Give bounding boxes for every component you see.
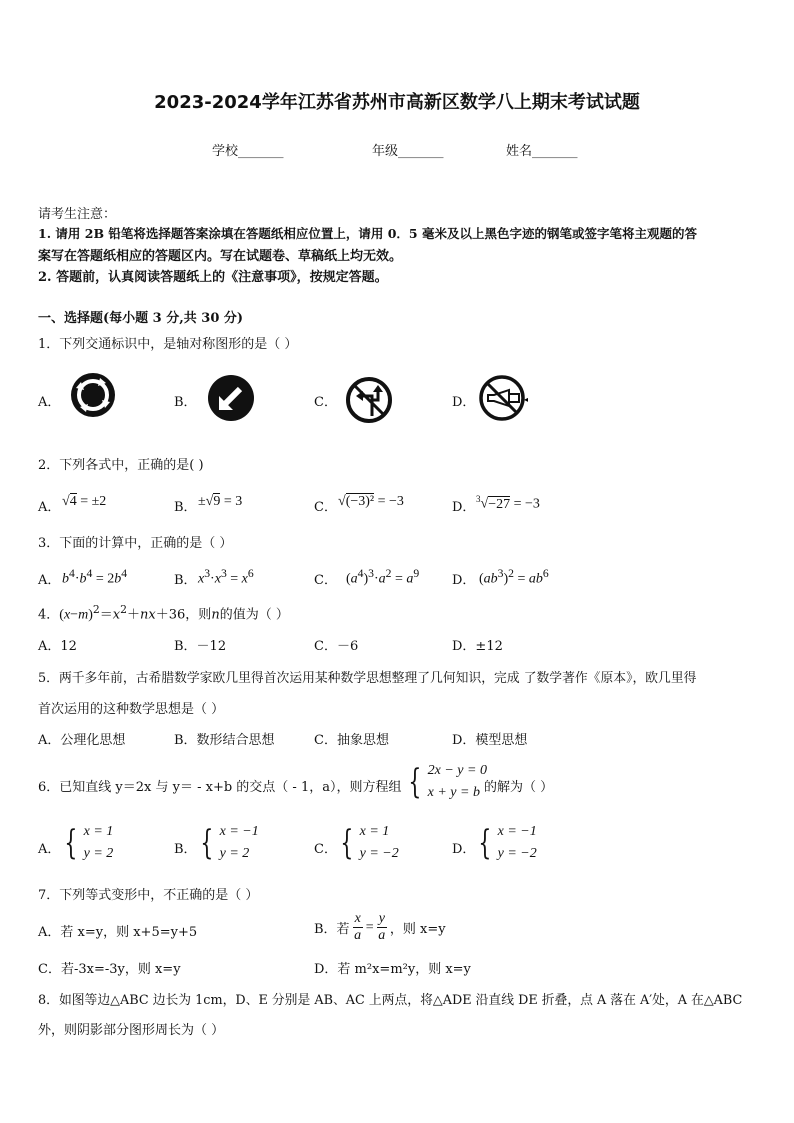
q6-stem: 6．已知直线 y＝2x 与 y＝ - x+b 的交点（ - 1，a），则方程组 [38,780,402,795]
q2-option-b-expr: ±√9 = 3 [198,494,243,509]
q3-option-c-label: C． [314,573,337,588]
q3-option-b-expr: $x^3\cdot x^3 = x^6$ [198,567,254,587]
q3-option-d-expr: $(ab^3)^2 = ab^6$ [479,567,549,587]
notice-line-1: 1. 请用 2B 铅笔将选择题答案涂填在答题纸相应位置上，请用 0．5 毫米及以上黑色字迹的钢笔或签字笔将主观题的答 [38,226,697,241]
q7-option-d: D．若 m²x=m²y，则 x=y [314,962,471,977]
q4-stem: 4．$(x-m)^2=x^2+nx+36$，则n的值为（ ） [38,603,289,623]
q3-option-c-expr: $(a^4)^3\cdot a^2 = a^9$ [346,567,420,587]
q3-stem: 3．下面的计算中，正确的是（ ） [38,536,233,551]
page-title: 2023-2024学年江苏省苏州市高新区数学八上期末考试试题 [154,92,640,113]
q6-system: { 2x − y = 0 x + y = b [408,762,487,802]
q8-stem-line2: 外，则阴影部分图形周长为（ ） [38,1023,225,1038]
roundabout-sign-icon [70,372,116,418]
section-heading: 一、选择题(每小题 3 分,共 30 分) [38,311,244,326]
q2-option-a-label: A． [38,500,61,515]
q5-stem-line1: 5．两千多年前，古希腊数学家欧几里得首次运用某种数学思想整理了几何知识，完成 了数学著作《原本》，欧几里得 [38,671,697,686]
q1-option-c: C． [314,395,337,410]
q4-option-d: D．±12 [452,639,503,654]
q5-stem-line2: 首次运用的这种数学思想是（ ） [38,702,225,717]
q1-option-a: A． [38,395,61,410]
q7-option-c: C．若-3x=-3y，则 x=y [38,962,181,977]
q6-option-c-system: { x = 1 y = −2 [340,823,399,863]
q5-option-c: C．抽象思想 [314,733,389,748]
no-honking-sign-icon [479,375,529,421]
q2-option-c-expr: √(−3)² = −3 [338,494,404,509]
arrow-down-left-sign-icon [207,374,255,422]
q6-option-d-label: D． [452,842,476,857]
q6-option-a-label: A． [38,842,61,857]
q1-stem: 1．下列交通标识中，是轴对称图形的是（ ） [38,337,298,352]
q2-stem: 2．下列各式中，正确的是( ) [38,458,204,473]
q4-option-a: A．12 [38,639,77,654]
notice-line-1b: 案写在答题纸相应的答题区内。写在试题卷、草稿纸上均无效。 [38,249,403,264]
q4-option-c: C．－6 [314,639,359,654]
q3-option-b-label: B． [174,573,197,588]
q2-option-b-label: B． [174,500,197,515]
q6-option-b-system: { x = −1 y = 2 [200,823,259,863]
q8-stem-line1: 8．如图等边△ABC 边长为 1cm，D、E 分别是 AB、AC 上两点，将△ADE 沿直线 DE 折叠，点 A 落在 A′处，A 在△ABC [38,993,743,1008]
q2-option-d-expr: $^3$√−27 = −3 [476,494,540,512]
notice-line-2: 2. 答题前，认真阅读答题纸上的《注意事项》，按规定答题。 [38,270,388,285]
q2-option-a-expr: √4 = ±2 [62,494,107,509]
q6-option-a-system: { x = 1 y = 2 [64,823,114,863]
q3-option-d-label: D． [452,573,476,588]
q6-option-b-label: B． [174,842,197,857]
grade-field: 年级_______ [372,144,444,159]
q3-option-a-expr: $b^4\cdot b^4 = 2b^4$ [62,567,128,587]
q7-option-a: A．若 x=y，则 x+5=y+5 [38,925,198,940]
q6-stem-end: 的解为（ ） [484,780,554,795]
no-turn-sign-icon [345,376,393,424]
q6-option-c-label: C． [314,842,337,857]
svg-text:◂: ◂ [524,395,529,404]
name-field: 姓名_______ [506,144,578,159]
q1-option-b: B． [174,395,197,410]
q2-option-c-label: C． [314,500,337,515]
q5-option-d: D．模型思想 [452,733,528,748]
q7-stem: 7．下列等式变形中，不正确的是（ ） [38,888,259,903]
q1-option-d: D． [452,395,476,410]
q5-option-a: A．公理化思想 [38,733,126,748]
notice-heading: 请考生注意： [38,207,117,222]
q2-option-d-label: D． [452,500,476,515]
q3-option-a-label: A． [38,573,61,588]
q6-option-d-system: { x = −1 y = −2 [478,823,537,863]
q4-option-b: B．－12 [174,639,227,654]
q5-option-b: B．数形结合思想 [174,733,275,748]
q7-option-b: B．若 $\frac{x}{a}$ = $\frac{y}{a}$ ，则 x=y [314,911,446,943]
school-field: 学校_______ [212,144,284,159]
